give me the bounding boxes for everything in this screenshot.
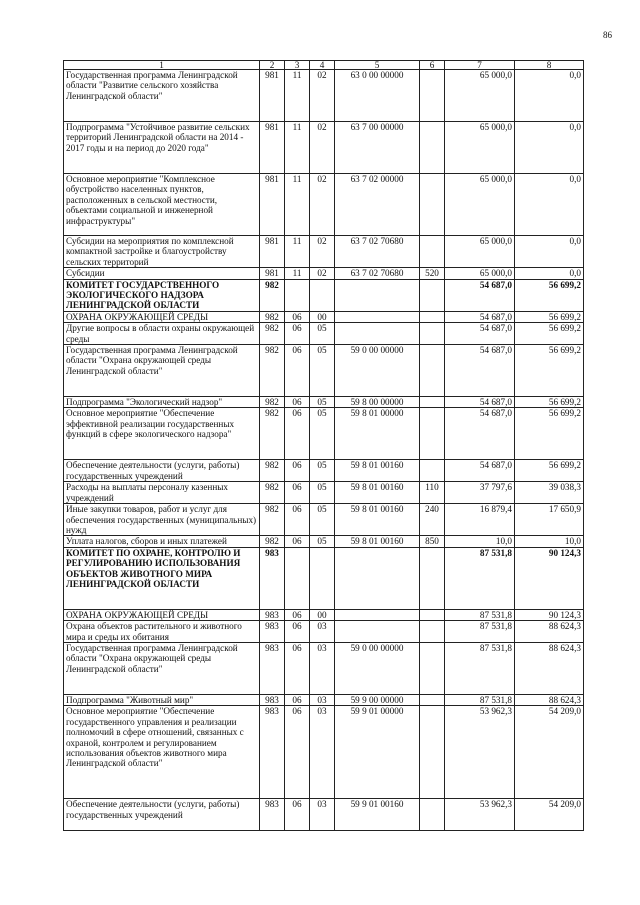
- subsection-cell: 05: [310, 323, 335, 345]
- amount-year1-cell: 87 531,8: [445, 609, 515, 620]
- admin-code-cell: 983: [260, 547, 285, 609]
- table-row: [64, 706, 584, 799]
- row-name-cell: Государственная программа Ленинградской области "Охрана окружающей среды Ленинградской области": [64, 345, 260, 397]
- table-row: [64, 460, 584, 482]
- section-cell: 06: [285, 799, 310, 831]
- target-article-cell: [335, 323, 420, 345]
- expense-type-cell: [420, 279, 445, 311]
- target-article-cell: 63 7 02 70680: [335, 236, 420, 268]
- amount-year2-cell: 56 699,2: [515, 345, 584, 397]
- expense-type-cell: [420, 547, 445, 609]
- subsection-cell: 03: [310, 694, 335, 705]
- amount-year2-cell: 56 699,2: [515, 323, 584, 345]
- section-cell: 06: [285, 609, 310, 620]
- table-row: [64, 694, 584, 705]
- table-row: [64, 799, 584, 831]
- row-name-cell: Подпрограмма "Устойчивое развитие сельских территорий Ленинградской области на 2014 - 2017 годы и на период до 2020 года": [64, 122, 260, 174]
- amount-year2-cell: 54 209,0: [515, 799, 584, 831]
- amount-year2-cell: 0,0: [515, 122, 584, 174]
- table-row: [64, 397, 584, 408]
- expense-type-cell: [420, 694, 445, 705]
- header-cell: 3: [285, 61, 310, 70]
- row-name-cell: КОМИТЕТ ГОСУДАРСТВЕННОГО ЭКОЛОГИЧЕСКОГО НАДЗОРА ЛЕНИНГРАДСКОЙ ОБЛАСТИ: [64, 279, 260, 311]
- table-row: [64, 236, 584, 268]
- section-cell: 06: [285, 397, 310, 408]
- section-cell: 06: [285, 642, 310, 694]
- expense-type-cell: 110: [420, 482, 445, 504]
- amount-year2-cell: 0,0: [515, 70, 584, 122]
- amount-year1-cell: 54 687,0: [445, 279, 515, 311]
- target-article-cell: [335, 547, 420, 609]
- header-cell: 4: [310, 61, 335, 70]
- amount-year1-cell: 37 797,6: [445, 482, 515, 504]
- table-body: [64, 61, 584, 831]
- row-name-cell: Уплата налогов, сборов и иных платежей: [64, 536, 260, 547]
- table-row: [64, 174, 584, 236]
- section-cell: 06: [285, 621, 310, 643]
- target-article-cell: 63 7 02 00000: [335, 174, 420, 236]
- admin-code-cell: 983: [260, 694, 285, 705]
- amount-year2-cell: 88 624,3: [515, 621, 584, 643]
- admin-code-cell: 982: [260, 504, 285, 536]
- subsection-cell: 05: [310, 345, 335, 397]
- expense-type-cell: [420, 609, 445, 620]
- admin-code-cell: 981: [260, 70, 285, 122]
- amount-year2-cell: 56 699,2: [515, 397, 584, 408]
- expense-type-cell: [420, 799, 445, 831]
- amount-year1-cell: 54 687,0: [445, 323, 515, 345]
- header-cell: 6: [420, 61, 445, 70]
- amount-year1-cell: 53 962,3: [445, 706, 515, 799]
- expense-type-cell: 520: [420, 268, 445, 279]
- table-row: [64, 482, 584, 504]
- subsection-cell: 05: [310, 460, 335, 482]
- amount-year1-cell: 65 000,0: [445, 70, 515, 122]
- amount-year1-cell: 54 687,0: [445, 345, 515, 397]
- header-cell: 7: [445, 61, 515, 70]
- expense-type-cell: [420, 706, 445, 799]
- amount-year1-cell: 54 687,0: [445, 460, 515, 482]
- header-row: [64, 61, 584, 70]
- amount-year2-cell: 90 124,3: [515, 547, 584, 609]
- target-article-cell: 59 8 00 00000: [335, 397, 420, 408]
- budget-table: [63, 60, 584, 831]
- section-cell: 11: [285, 236, 310, 268]
- section-cell: 06: [285, 536, 310, 547]
- expense-type-cell: [420, 397, 445, 408]
- row-name-cell: Основное мероприятие "Комплексное обустройство населенных пунктов, расположенных в сельской местности, объектами социальной и инженерной инфраструктуры": [64, 174, 260, 236]
- admin-code-cell: 983: [260, 642, 285, 694]
- amount-year1-cell: 87 531,8: [445, 642, 515, 694]
- table-row: [64, 345, 584, 397]
- row-name-cell: Обеспечение деятельности (услуги, работы) государственных учреждений: [64, 460, 260, 482]
- expense-type-cell: [420, 460, 445, 482]
- amount-year2-cell: 17 650,9: [515, 504, 584, 536]
- expense-type-cell: [420, 236, 445, 268]
- admin-code-cell: 982: [260, 397, 285, 408]
- amount-year1-cell: 54 687,0: [445, 397, 515, 408]
- row-name-cell: Охрана объектов растительного и животного мира и среды их обитания: [64, 621, 260, 643]
- table-row: [64, 408, 584, 460]
- row-name-cell: Другие вопросы в области охраны окружающей среды: [64, 323, 260, 345]
- admin-code-cell: 983: [260, 621, 285, 643]
- target-article-cell: 59 8 01 00160: [335, 460, 420, 482]
- row-name-cell: Иные закупки товаров, работ и услуг для обеспечения государственных (муниципальных) нужд: [64, 504, 260, 536]
- amount-year2-cell: 10,0: [515, 536, 584, 547]
- target-article-cell: 59 9 01 00000: [335, 706, 420, 799]
- table-row: [64, 609, 584, 620]
- expense-type-cell: 850: [420, 536, 445, 547]
- amount-year1-cell: 65 000,0: [445, 174, 515, 236]
- subsection-cell: 02: [310, 236, 335, 268]
- target-article-cell: 59 0 00 00000: [335, 642, 420, 694]
- expense-type-cell: [420, 122, 445, 174]
- admin-code-cell: 981: [260, 268, 285, 279]
- amount-year2-cell: 88 624,3: [515, 694, 584, 705]
- section-cell: 06: [285, 408, 310, 460]
- section-cell: 11: [285, 174, 310, 236]
- target-article-cell: [335, 609, 420, 620]
- table-row: [64, 323, 584, 345]
- admin-code-cell: 982: [260, 279, 285, 311]
- table-row: [64, 311, 584, 322]
- admin-code-cell: 982: [260, 323, 285, 345]
- target-article-cell: 63 0 00 00000: [335, 70, 420, 122]
- header-cell: 5: [335, 61, 420, 70]
- table-row: [64, 504, 584, 536]
- header-cell: 1: [64, 61, 260, 70]
- subsection-cell: 02: [310, 174, 335, 236]
- amount-year1-cell: 54 687,0: [445, 311, 515, 322]
- amount-year1-cell: 65 000,0: [445, 268, 515, 279]
- subsection-cell: 03: [310, 799, 335, 831]
- expense-type-cell: [420, 174, 445, 236]
- row-name-cell: Основное мероприятие "Обеспечение эффективной реализации государственных функций в сфере экологического надзора": [64, 408, 260, 460]
- section-cell: [285, 279, 310, 311]
- section-cell: [285, 547, 310, 609]
- amount-year1-cell: 87 531,8: [445, 621, 515, 643]
- amount-year1-cell: 53 962,3: [445, 799, 515, 831]
- subsection-cell: 05: [310, 408, 335, 460]
- table-row: [64, 547, 584, 609]
- table-row: [64, 621, 584, 643]
- target-article-cell: 59 9 01 00160: [335, 799, 420, 831]
- amount-year1-cell: 65 000,0: [445, 122, 515, 174]
- table-row: [64, 122, 584, 174]
- subsection-cell: 02: [310, 70, 335, 122]
- row-name-cell: Государственная программа Ленинградской области "Развитие сельского хозяйства Ленинградской области": [64, 70, 260, 122]
- subsection-cell: 03: [310, 621, 335, 643]
- amount-year1-cell: 87 531,8: [445, 694, 515, 705]
- amount-year1-cell: 10,0: [445, 536, 515, 547]
- admin-code-cell: 982: [260, 536, 285, 547]
- expense-type-cell: [420, 323, 445, 345]
- amount-year1-cell: 54 687,0: [445, 408, 515, 460]
- amount-year2-cell: 56 699,2: [515, 460, 584, 482]
- row-name-cell: Обеспечение деятельности (услуги, работы) государственных учреждений: [64, 799, 260, 831]
- page-number: 86: [603, 30, 612, 40]
- amount-year2-cell: 90 124,3: [515, 609, 584, 620]
- section-cell: 11: [285, 122, 310, 174]
- expense-type-cell: [420, 311, 445, 322]
- row-name-cell: Субсидии на мероприятия по комплексной компактной застройке и благоустройству сельских территорий: [64, 236, 260, 268]
- amount-year2-cell: 56 699,2: [515, 311, 584, 322]
- table-row: [64, 536, 584, 547]
- admin-code-cell: 983: [260, 609, 285, 620]
- section-cell: 06: [285, 460, 310, 482]
- section-cell: 06: [285, 706, 310, 799]
- amount-year2-cell: 39 038,3: [515, 482, 584, 504]
- expense-type-cell: [420, 408, 445, 460]
- row-name-cell: Субсидии: [64, 268, 260, 279]
- subsection-cell: 03: [310, 706, 335, 799]
- admin-code-cell: 983: [260, 799, 285, 831]
- admin-code-cell: 981: [260, 122, 285, 174]
- amount-year2-cell: 0,0: [515, 236, 584, 268]
- table-row: [64, 642, 584, 694]
- section-cell: 06: [285, 482, 310, 504]
- row-name-cell: Основное мероприятие "Обеспечение государственного управления и реализации полномочий в сфере отношений, связанных с охраной, контролем и регулированием использования объектов животного мира Ленинградской области": [64, 706, 260, 799]
- admin-code-cell: 982: [260, 408, 285, 460]
- target-article-cell: 59 8 01 00000: [335, 408, 420, 460]
- amount-year2-cell: 0,0: [515, 268, 584, 279]
- section-cell: 11: [285, 70, 310, 122]
- admin-code-cell: 983: [260, 706, 285, 799]
- subsection-cell: 05: [310, 504, 335, 536]
- subsection-cell: 05: [310, 482, 335, 504]
- admin-code-cell: 982: [260, 460, 285, 482]
- expense-type-cell: 240: [420, 504, 445, 536]
- subsection-cell: 03: [310, 642, 335, 694]
- target-article-cell: 59 0 00 00000: [335, 345, 420, 397]
- expense-type-cell: [420, 345, 445, 397]
- amount-year2-cell: 88 624,3: [515, 642, 584, 694]
- admin-code-cell: 982: [260, 311, 285, 322]
- target-article-cell: 63 7 00 00000: [335, 122, 420, 174]
- expense-type-cell: [420, 642, 445, 694]
- amount-year2-cell: 54 209,0: [515, 706, 584, 799]
- amount-year1-cell: 87 531,8: [445, 547, 515, 609]
- amount-year2-cell: 56 699,2: [515, 408, 584, 460]
- subsection-cell: 05: [310, 397, 335, 408]
- row-name-cell: КОМИТЕТ ПО ОХРАНЕ, КОНТРОЛЮ И РЕГУЛИРОВАНИЮ ИСПОЛЬЗОВАНИЯ ОБЪЕКТОВ ЖИВОТНОГО МИРА ЛЕНИНГРАДСКОЙ ОБЛАСТИ: [64, 547, 260, 609]
- target-article-cell: 59 8 01 00160: [335, 536, 420, 547]
- target-article-cell: 59 9 00 00000: [335, 694, 420, 705]
- row-name-cell: ОХРАНА ОКРУЖАЮЩЕЙ СРЕДЫ: [64, 609, 260, 620]
- header-cell: 2: [260, 61, 285, 70]
- header-cell: 8: [515, 61, 584, 70]
- admin-code-cell: 982: [260, 345, 285, 397]
- row-name-cell: Государственная программа Ленинградской области "Охрана окружающей среды Ленинградской области": [64, 642, 260, 694]
- admin-code-cell: 981: [260, 236, 285, 268]
- subsection-cell: 00: [310, 311, 335, 322]
- target-article-cell: 59 8 01 00160: [335, 504, 420, 536]
- row-name-cell: ОХРАНА ОКРУЖАЮЩЕЙ СРЕДЫ: [64, 311, 260, 322]
- section-cell: 06: [285, 323, 310, 345]
- subsection-cell: 02: [310, 268, 335, 279]
- expense-type-cell: [420, 70, 445, 122]
- subsection-cell: [310, 279, 335, 311]
- target-article-cell: [335, 311, 420, 322]
- section-cell: 06: [285, 504, 310, 536]
- target-article-cell: 59 8 01 00160: [335, 482, 420, 504]
- amount-year2-cell: 56 699,2: [515, 279, 584, 311]
- section-cell: 06: [285, 694, 310, 705]
- table-row: [64, 70, 584, 122]
- table-row: [64, 279, 584, 311]
- admin-code-cell: 982: [260, 482, 285, 504]
- amount-year2-cell: 0,0: [515, 174, 584, 236]
- subsection-cell: 00: [310, 609, 335, 620]
- target-article-cell: [335, 621, 420, 643]
- amount-year1-cell: 65 000,0: [445, 236, 515, 268]
- subsection-cell: 02: [310, 122, 335, 174]
- subsection-cell: [310, 547, 335, 609]
- expense-type-cell: [420, 621, 445, 643]
- section-cell: 11: [285, 268, 310, 279]
- section-cell: 06: [285, 345, 310, 397]
- section-cell: 06: [285, 311, 310, 322]
- row-name-cell: Расходы на выплаты персоналу казенных учреждений: [64, 482, 260, 504]
- row-name-cell: Подпрограмма "Экологический надзор": [64, 397, 260, 408]
- target-article-cell: 63 7 02 70680: [335, 268, 420, 279]
- table-row: [64, 268, 584, 279]
- row-name-cell: Подпрограмма "Животный мир": [64, 694, 260, 705]
- admin-code-cell: 981: [260, 174, 285, 236]
- amount-year1-cell: 16 879,4: [445, 504, 515, 536]
- target-article-cell: [335, 279, 420, 311]
- subsection-cell: 05: [310, 536, 335, 547]
